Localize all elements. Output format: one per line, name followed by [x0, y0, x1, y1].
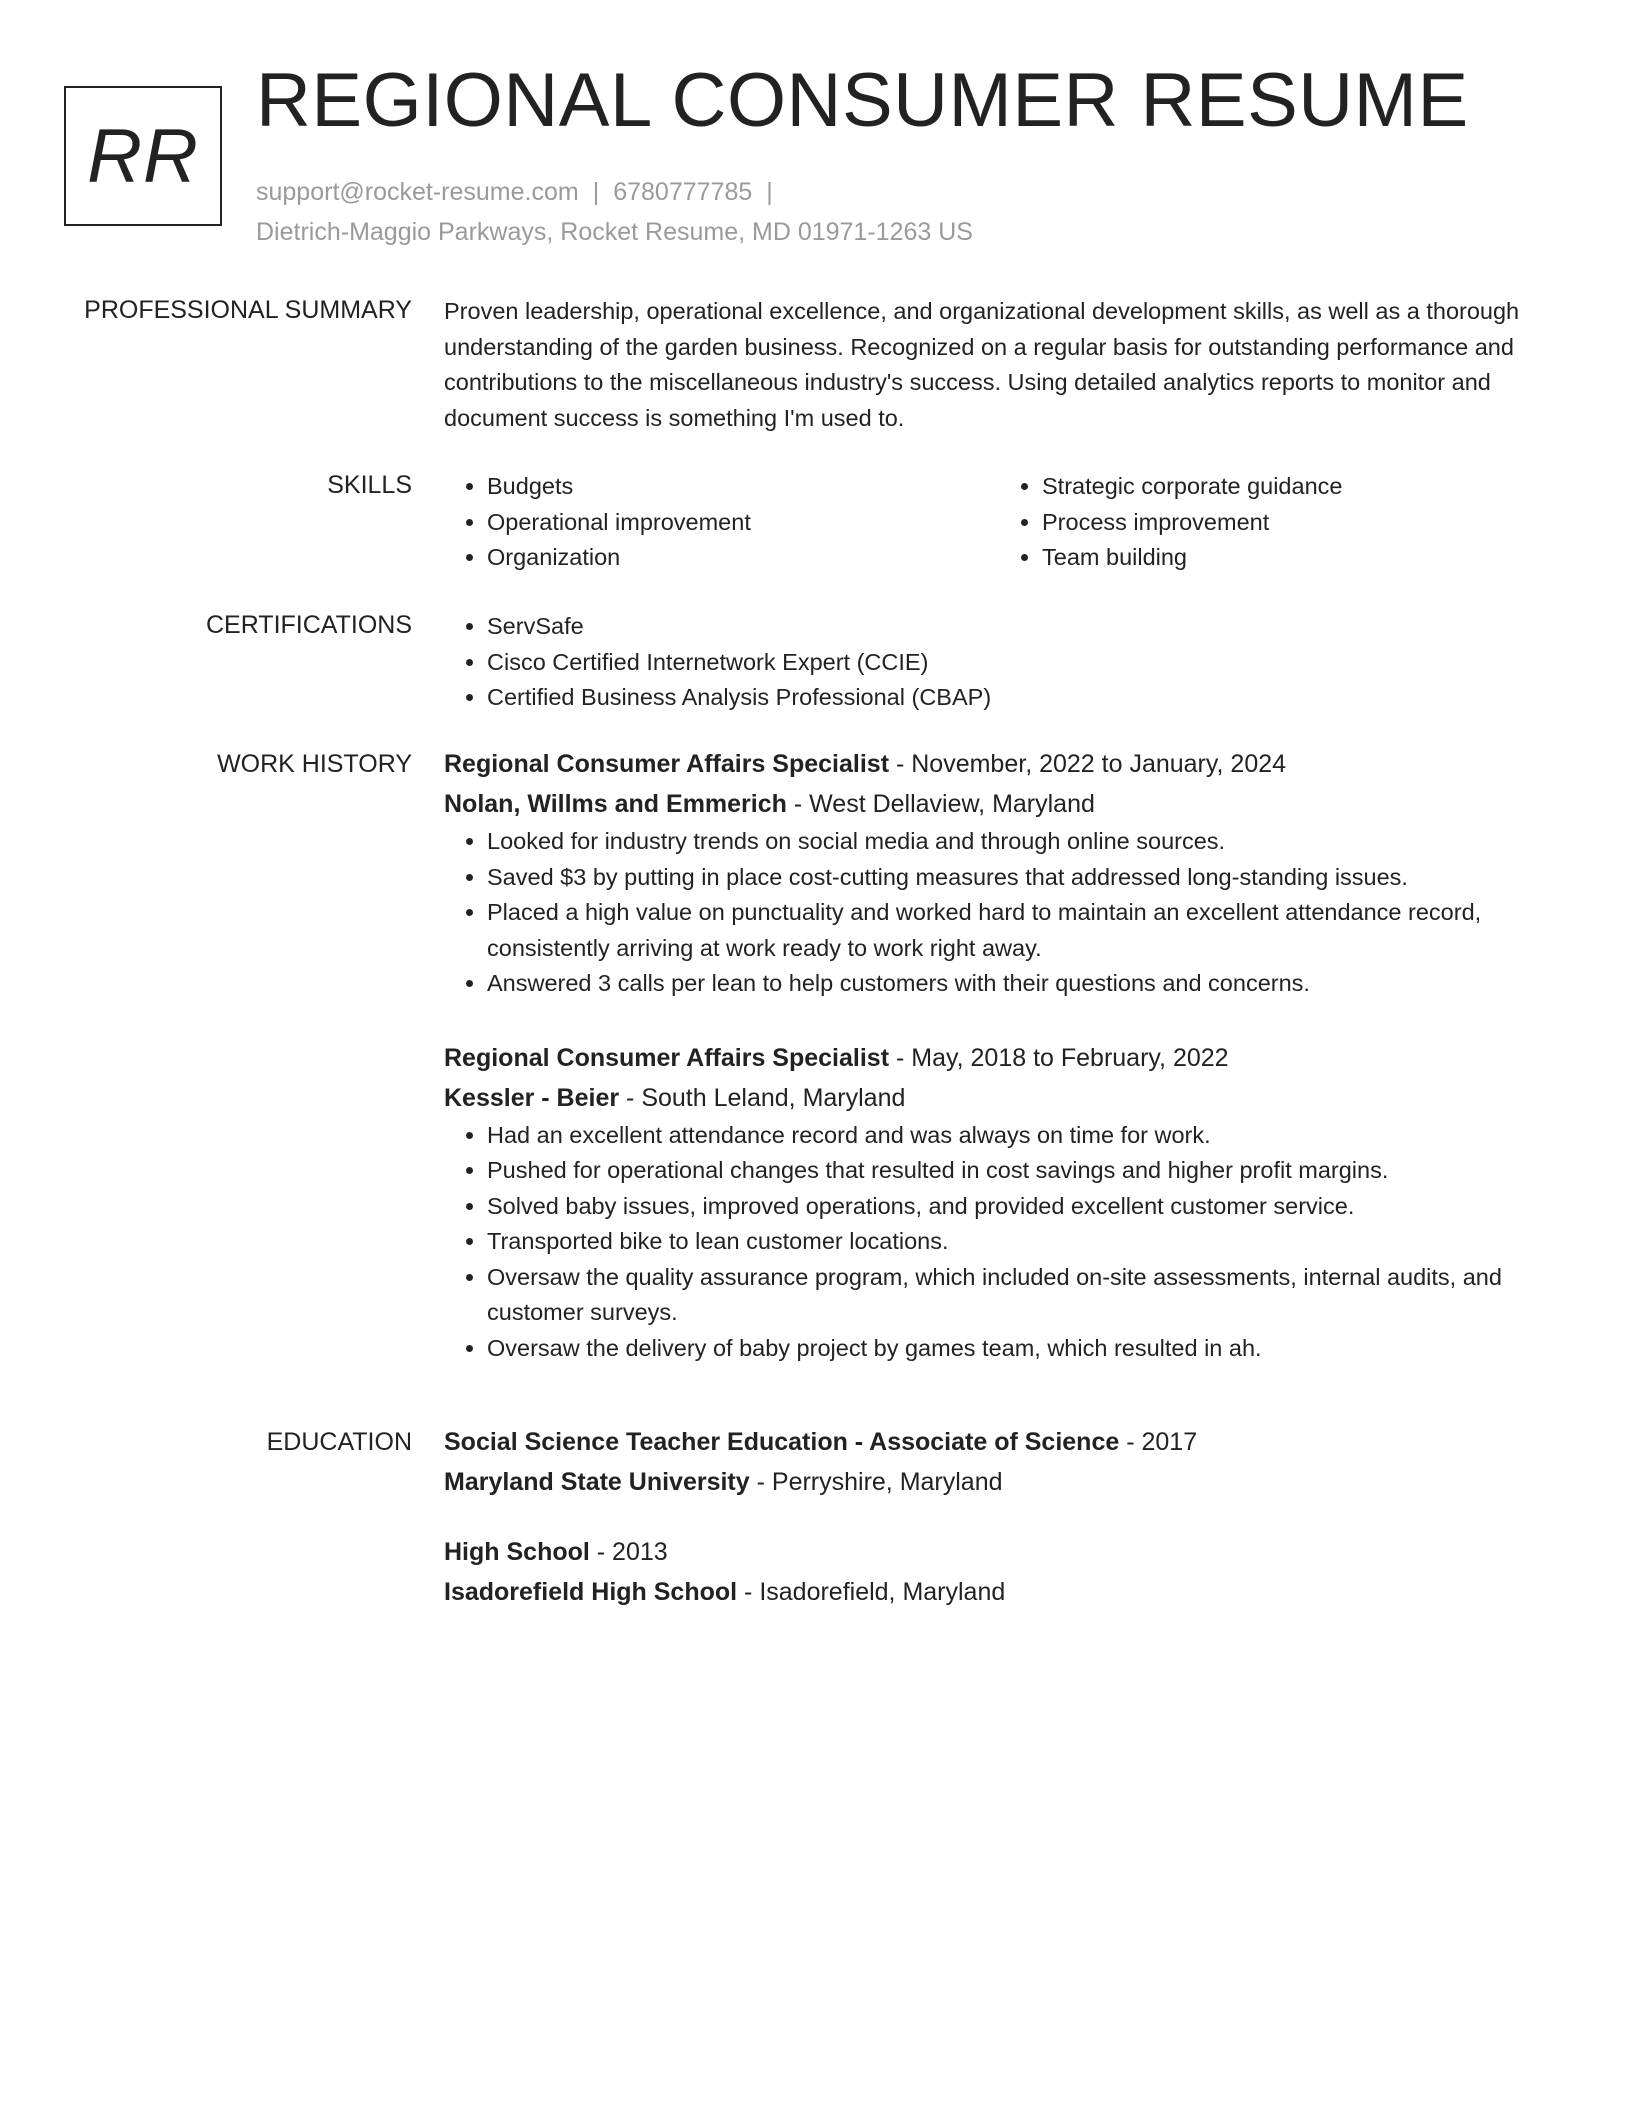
dash: - [589, 1538, 613, 1566]
job-entry [444, 1038, 1554, 1367]
skill-item: • Organization [487, 540, 999, 576]
job-title: Regional Consumer Affairs Specialist [444, 750, 890, 778]
certification-item: • Cisco Certified Internetwork Expert (CCIE) [487, 645, 1554, 681]
section-label-summary: PROFESSIONAL SUMMARY [84, 296, 412, 324]
job-title-line [444, 1038, 1554, 1078]
job-bullet: • Placed a high value on punctuality and worked hard to maintain an excellent attendance record, consistently arriving at work ready to work right away. [487, 895, 1554, 966]
job-bullets [444, 824, 1554, 1002]
dash: - [619, 1083, 642, 1112]
job-bullet: • Saved $3 by putting in place cost-cutting measures that addressed long-standing issues. [487, 860, 1554, 896]
section-label-skills: SKILLS [327, 471, 412, 499]
job-title: Regional Consumer Affairs Specialist [444, 1043, 890, 1072]
skill-item: • Process improvement [1042, 505, 1554, 541]
education-degree: High School [444, 1538, 590, 1566]
job-bullet: • Had an excellent attendance record and was always on time for work. [487, 1118, 1554, 1154]
skill-item: • Operational improvement [487, 505, 999, 541]
contact-line-1 [256, 172, 973, 212]
certification-item: • ServSafe [487, 609, 1554, 645]
education-degree-line [444, 1422, 1554, 1462]
skills-list-left [444, 469, 999, 576]
dash: - [749, 1468, 772, 1496]
education-school: Isadorefield High School [444, 1578, 738, 1606]
resume-name: REGIONAL CONSUMER RESUME [256, 58, 1469, 143]
certifications-body [444, 609, 1554, 716]
education-degree-line [444, 1532, 1554, 1572]
skills-body [444, 469, 1554, 576]
skills-list-right [999, 469, 1554, 576]
education-location: Isadorefield, Maryland [759, 1578, 1006, 1606]
education-school-line [444, 1572, 1554, 1612]
job-bullet: • Oversaw the delivery of baby project by games team, which resulted in ah. [487, 1331, 1554, 1367]
education-school: Maryland State University [444, 1468, 750, 1496]
job-location: South Leland, Maryland [641, 1083, 906, 1112]
job-bullet: • Solved baby issues, improved operations, and provided excellent customer service. [487, 1189, 1554, 1225]
education-degree: Social Science Teacher Education - Associate of Science [444, 1428, 1120, 1456]
skill-item: • Budgets [487, 469, 999, 505]
job-location: West Dellaview, Maryland [809, 790, 1095, 818]
dash: - [786, 790, 810, 818]
email-link[interactable]: support@rocket-resume.com [256, 178, 579, 206]
summary-text: Proven leadership, operational excellence, and organizational development skills, as well as a thorough understanding of the garden business. Recognized on a regular basis for outstanding performance and contributions to the miscellaneous industry's success. Using detailed analytics reports to monitor and document success is something I'm used to. [444, 298, 1520, 431]
job-company-line [444, 784, 1554, 824]
job-bullet: • Looked for industry trends on social media and through online sources. [487, 824, 1554, 860]
dash: - [1119, 1428, 1142, 1456]
contact-block [256, 172, 973, 252]
address-line: Dietrich-Maggio Parkways, Rocket Resume, MD 01971-1263 US [256, 218, 973, 246]
education-year: 2013 [612, 1538, 668, 1566]
job-company: Kessler - Beier [444, 1083, 620, 1112]
job-bullet: • Pushed for operational changes that resulted in cost savings and higher profit margins. [487, 1153, 1554, 1189]
job-dates: May, 2018 to February, 2022 [911, 1043, 1229, 1072]
contact-separator: | [766, 178, 773, 206]
job-company: Nolan, Willms and Emmerich [444, 790, 787, 818]
education-year: 2017 [1141, 1428, 1198, 1456]
certification-item: • Certified Business Analysis Professional (CBAP) [487, 680, 1554, 716]
skill-item: • Strategic corporate guidance [1042, 469, 1554, 505]
job-entry [444, 744, 1554, 1002]
dash: - [737, 1578, 760, 1606]
job-bullets [444, 1118, 1554, 1367]
job-company-line [444, 1078, 1554, 1118]
education-body [444, 1422, 1554, 1612]
dash: - [889, 750, 912, 778]
job-bullet: • Oversaw the quality assurance program, which included on-site assessments, internal audits, and customer surveys. [487, 1260, 1554, 1331]
job-title-line [444, 744, 1554, 784]
education-entry [444, 1532, 1554, 1612]
section-label-certifications: CERTIFICATIONS [205, 611, 412, 639]
section-label-education: EDUCATION [266, 1428, 412, 1456]
section-label-work-history: WORK HISTORY [217, 750, 412, 778]
job-bullet: • Answered 3 calls per lean to help customers with their questions and concerns. [487, 966, 1554, 1002]
job-dates: November, 2022 to January, 2024 [911, 750, 1287, 778]
summary-body [444, 294, 1554, 436]
job-bullet: • Transported bike to lean customer locations. [487, 1224, 1554, 1260]
dash: - [889, 1043, 912, 1072]
monogram-logo: RR [64, 86, 222, 226]
skill-item: • Team building [1042, 540, 1554, 576]
education-location: Perryshire, Maryland [771, 1468, 1003, 1496]
work-history-body [444, 744, 1554, 1366]
contact-separator: | [592, 178, 600, 206]
education-entry [444, 1422, 1554, 1502]
certifications-list [444, 609, 1554, 716]
phone-number[interactable]: 6780777785 [613, 178, 753, 206]
education-school-line [444, 1462, 1554, 1502]
